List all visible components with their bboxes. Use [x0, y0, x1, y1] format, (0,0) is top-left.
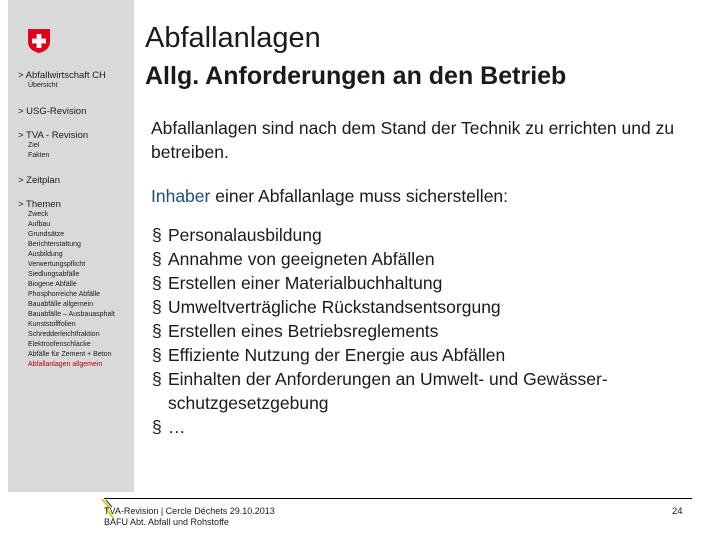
- nav-group-themen: [18, 199, 115, 370]
- nav-link-aufbau[interactable]: Aufbau: [28, 221, 51, 228]
- intro-paragraph: Abfallanlagen sind nach dem Stand der Technik zu errichten und zu betreiben.: [151, 118, 675, 162]
- bullet-marker: §: [152, 297, 162, 317]
- slide-title: Abfallanlagen: [145, 22, 321, 54]
- bullet-marker: §: [152, 321, 162, 341]
- page-number: 24: [672, 506, 683, 517]
- nav-link-biogene-abfaelle[interactable]: Biogene Abfälle: [28, 281, 77, 288]
- nav-group-zeitplan: [18, 175, 60, 186]
- nav-link-fakten[interactable]: Fakten: [28, 152, 50, 159]
- bullet-marker: §: [152, 225, 162, 245]
- list-item: [151, 415, 696, 439]
- nav-link-abfaelle-zement-beton[interactable]: Abfälle für Zement + Beton: [28, 351, 112, 358]
- list-item: [151, 271, 696, 295]
- nav-link-berichterstattung[interactable]: Berichterstattung: [28, 241, 81, 248]
- list-item: [151, 367, 696, 415]
- nav-group-usg-revision: [18, 106, 86, 117]
- footer-line-2: BAFU Abt. Abfall und Rohstoffe: [104, 517, 229, 527]
- list-item: [151, 343, 696, 367]
- list-item-text: Umweltverträgliche Rückstandsentsorgung: [168, 297, 501, 317]
- bullet-marker: §: [152, 345, 162, 365]
- nav-group-tva-revision: [18, 130, 88, 161]
- nav-link-themen[interactable]: > Themen: [18, 199, 61, 210]
- bullet-marker: §: [152, 249, 162, 269]
- list-item-text: Erstellen eines Betriebsreglements: [168, 321, 439, 341]
- footer-divider: [104, 498, 692, 499]
- list-item-text: Effiziente Nutzung der Energie aus Abfällen: [168, 345, 506, 365]
- footer-line-1: TVA-Revision | Cercle Déchets 29.10.2013: [104, 506, 275, 516]
- bullet-marker: §: [152, 417, 162, 437]
- footer-text: [104, 506, 275, 528]
- list-item: [151, 295, 696, 319]
- list-item-text: Personalausbildung: [168, 225, 322, 245]
- nav-link-kunststofffolien[interactable]: Kunststofffolien: [28, 321, 76, 328]
- nav-link-zeitplan[interactable]: > Zeitplan: [18, 175, 60, 186]
- nav-link-elektroofenschlacke[interactable]: Elektroofenschlacke: [28, 341, 91, 348]
- bullet-marker: §: [152, 369, 162, 389]
- nav-link-schredderleichtfraktion[interactable]: Schredderleichtfraktion: [28, 331, 100, 338]
- nav-link-tva-revision[interactable]: > TVA - Revision: [18, 130, 89, 141]
- list-item: [151, 319, 696, 343]
- list-item-text: …: [168, 417, 186, 437]
- nav-link-abfallwirtschaft[interactable]: > Abfallwirtschaft CH: [18, 70, 106, 81]
- list-item-text: Erstellen einer Materialbuchhaltung: [168, 273, 443, 293]
- nav-link-bauabfaelle-ausbauasphalt[interactable]: Bauabfälle – Ausbauasphalt: [28, 311, 115, 318]
- nav-link-abfallanlagen-allgemein[interactable]: Abfallanlagen allgemein: [28, 361, 103, 368]
- nav-link-siedlungsabfaelle[interactable]: Siedlungsabfälle: [28, 271, 80, 278]
- nav-link-ausbildung[interactable]: Ausbildung: [28, 251, 63, 258]
- swiss-cross-icon: [27, 28, 51, 54]
- nav-link-phosphorreiche-abfaelle[interactable]: Phosphorreiche Abfälle: [28, 291, 100, 298]
- bullet-marker: §: [152, 273, 162, 293]
- nav-group-abfallwirtschaft: [18, 70, 106, 91]
- list-item-text: Annahme von geeigneten Abfällen: [168, 249, 435, 269]
- nav-link-usg-revision[interactable]: > USG-Revision: [18, 106, 87, 117]
- nav-link-grundsaetze[interactable]: Grundsätze: [28, 231, 65, 238]
- nav-link-bauabfaelle-allgemein[interactable]: Bauabfälle allgemein: [28, 301, 93, 308]
- list-item-text: Einhalten der Anforderungen an Umwelt- und Gewässer-schutzgesetzgebung: [168, 369, 608, 413]
- slide-subtitle: Allg. Anforderungen an den Betrieb: [145, 62, 567, 90]
- nav-link-ziel[interactable]: Ziel: [28, 142, 40, 149]
- lead-accent-word: Inhaber: [151, 186, 211, 206]
- lead-rest: einer Abfallanlage muss sicherstellen:: [210, 186, 509, 206]
- requirements-list: [151, 223, 696, 439]
- lead-sentence: [151, 186, 508, 207]
- nav-link-zweck[interactable]: Zweck: [28, 211, 49, 218]
- list-item: [151, 247, 696, 271]
- nav-link-verwertungspflicht[interactable]: Verwertungspflicht: [28, 261, 86, 268]
- list-item: [151, 223, 696, 247]
- nav-link-uebersicht[interactable]: Übersicht: [28, 82, 58, 89]
